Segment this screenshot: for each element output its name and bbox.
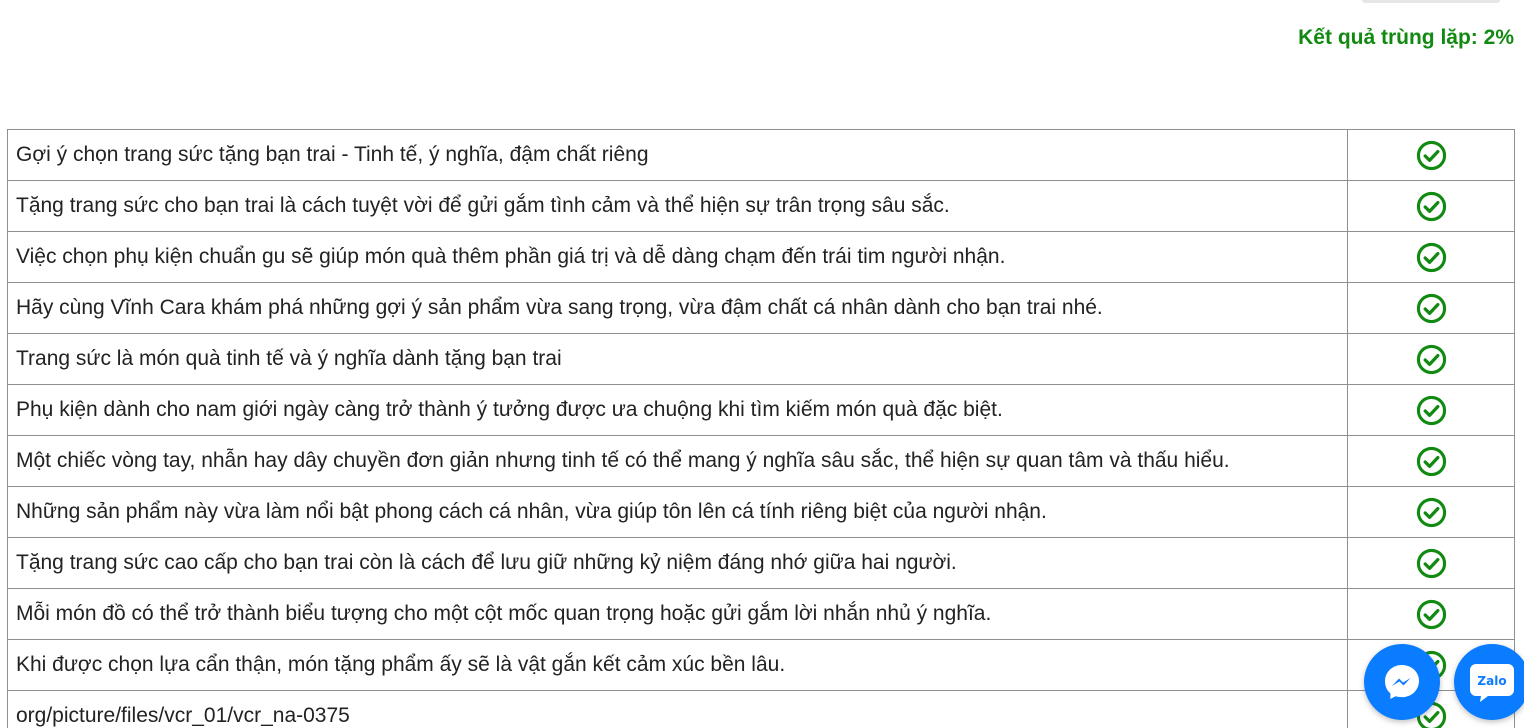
check-circle-icon [1416,344,1447,375]
check-circle-icon [1416,242,1447,273]
status-cell [1348,334,1515,385]
messenger-button[interactable] [1364,644,1440,720]
status-cell [1348,181,1515,232]
table-row [8,181,1515,232]
status-cell [1348,130,1515,181]
status-cell [1348,385,1515,436]
sentence-text: Hãy cùng Vĩnh Cara khám phá những gợi ý sản phẩm vừa sang trọng, vừa đậm chất cá nhân dành cho bạn trai nhé. [8,283,1348,334]
check-circle-icon [1416,191,1447,222]
sentence-text: org/picture/files/vcr_01/vcr_na-0375 [8,691,1348,728]
sentence-text: Tặng trang sức cao cấp cho bạn trai còn là cách để lưu giữ những kỷ niệm đáng nhớ giữa hai người. [8,538,1348,589]
zalo-label: Zalo [1477,674,1507,688]
sentence-results-body [8,130,1515,728]
sentence-text: Phụ kiện dành cho nam giới ngày càng trở thành ý tưởng được ưa chuộng khi tìm kiếm món quà đặc biệt. [8,385,1348,436]
sentence-results-table [7,129,1515,728]
sentence-text: Tặng trang sức cho bạn trai là cách tuyệt vời để gửi gắm tình cảm và thể hiện sự trân trọng sâu sắc. [8,181,1348,232]
table-row [8,487,1515,538]
zalo-button[interactable] [1454,644,1524,720]
sentence-text: Khi được chọn lựa cẩn thận, món tặng phẩm ấy sẽ là vật gắn kết cảm xúc bền lâu. [8,640,1348,691]
status-cell [1348,538,1515,589]
check-circle-icon [1416,599,1447,630]
status-cell [1348,232,1515,283]
sentence-text: Một chiếc vòng tay, nhẫn hay dây chuyền đơn giản nhưng tinh tế có thể mang ý nghĩa sâu sắc, thể hiện sự quan tâm và thấu hiểu. [8,436,1348,487]
check-circle-icon [1416,293,1447,324]
table-row [8,436,1515,487]
table-row [8,334,1515,385]
check-circle-icon [1416,548,1447,579]
messenger-icon [1382,662,1422,702]
status-cell [1348,487,1515,538]
sentence-text: Mỗi món đồ có thể trở thành biểu tượng cho một cột mốc quan trọng hoặc gửi gắm lời nhắn nhủ ý nghĩa. [8,589,1348,640]
duplicate-result-title: Kết quả trùng lặp: 2% [1298,26,1514,49]
table-row [8,283,1515,334]
table-row [8,538,1515,589]
zalo-icon [1466,656,1518,708]
check-circle-icon [1416,140,1447,171]
status-cell [1348,436,1515,487]
status-cell [1348,589,1515,640]
top-button-edge[interactable] [1362,0,1500,3]
table-row [8,640,1515,691]
check-circle-icon [1416,497,1447,528]
status-cell [1348,283,1515,334]
table-row [8,385,1515,436]
check-circle-icon [1416,395,1447,426]
sentence-text: Những sản phẩm này vừa làm nổi bật phong cách cá nhân, vừa giúp tôn lên cá tính riêng biệt của người nhận. [8,487,1348,538]
table-row [8,589,1515,640]
check-circle-icon [1416,446,1447,477]
table-row [8,691,1515,728]
sentence-text: Trang sức là món quà tinh tế và ý nghĩa dành tặng bạn trai [8,334,1348,385]
table-row [8,232,1515,283]
table-row [8,130,1515,181]
sentence-text: Gợi ý chọn trang sức tặng bạn trai - Tinh tế, ý nghĩa, đậm chất riêng [8,130,1348,181]
sentence-text: Việc chọn phụ kiện chuẩn gu sẽ giúp món quà thêm phần giá trị và dễ dàng chạm đến trái tim người nhận. [8,232,1348,283]
